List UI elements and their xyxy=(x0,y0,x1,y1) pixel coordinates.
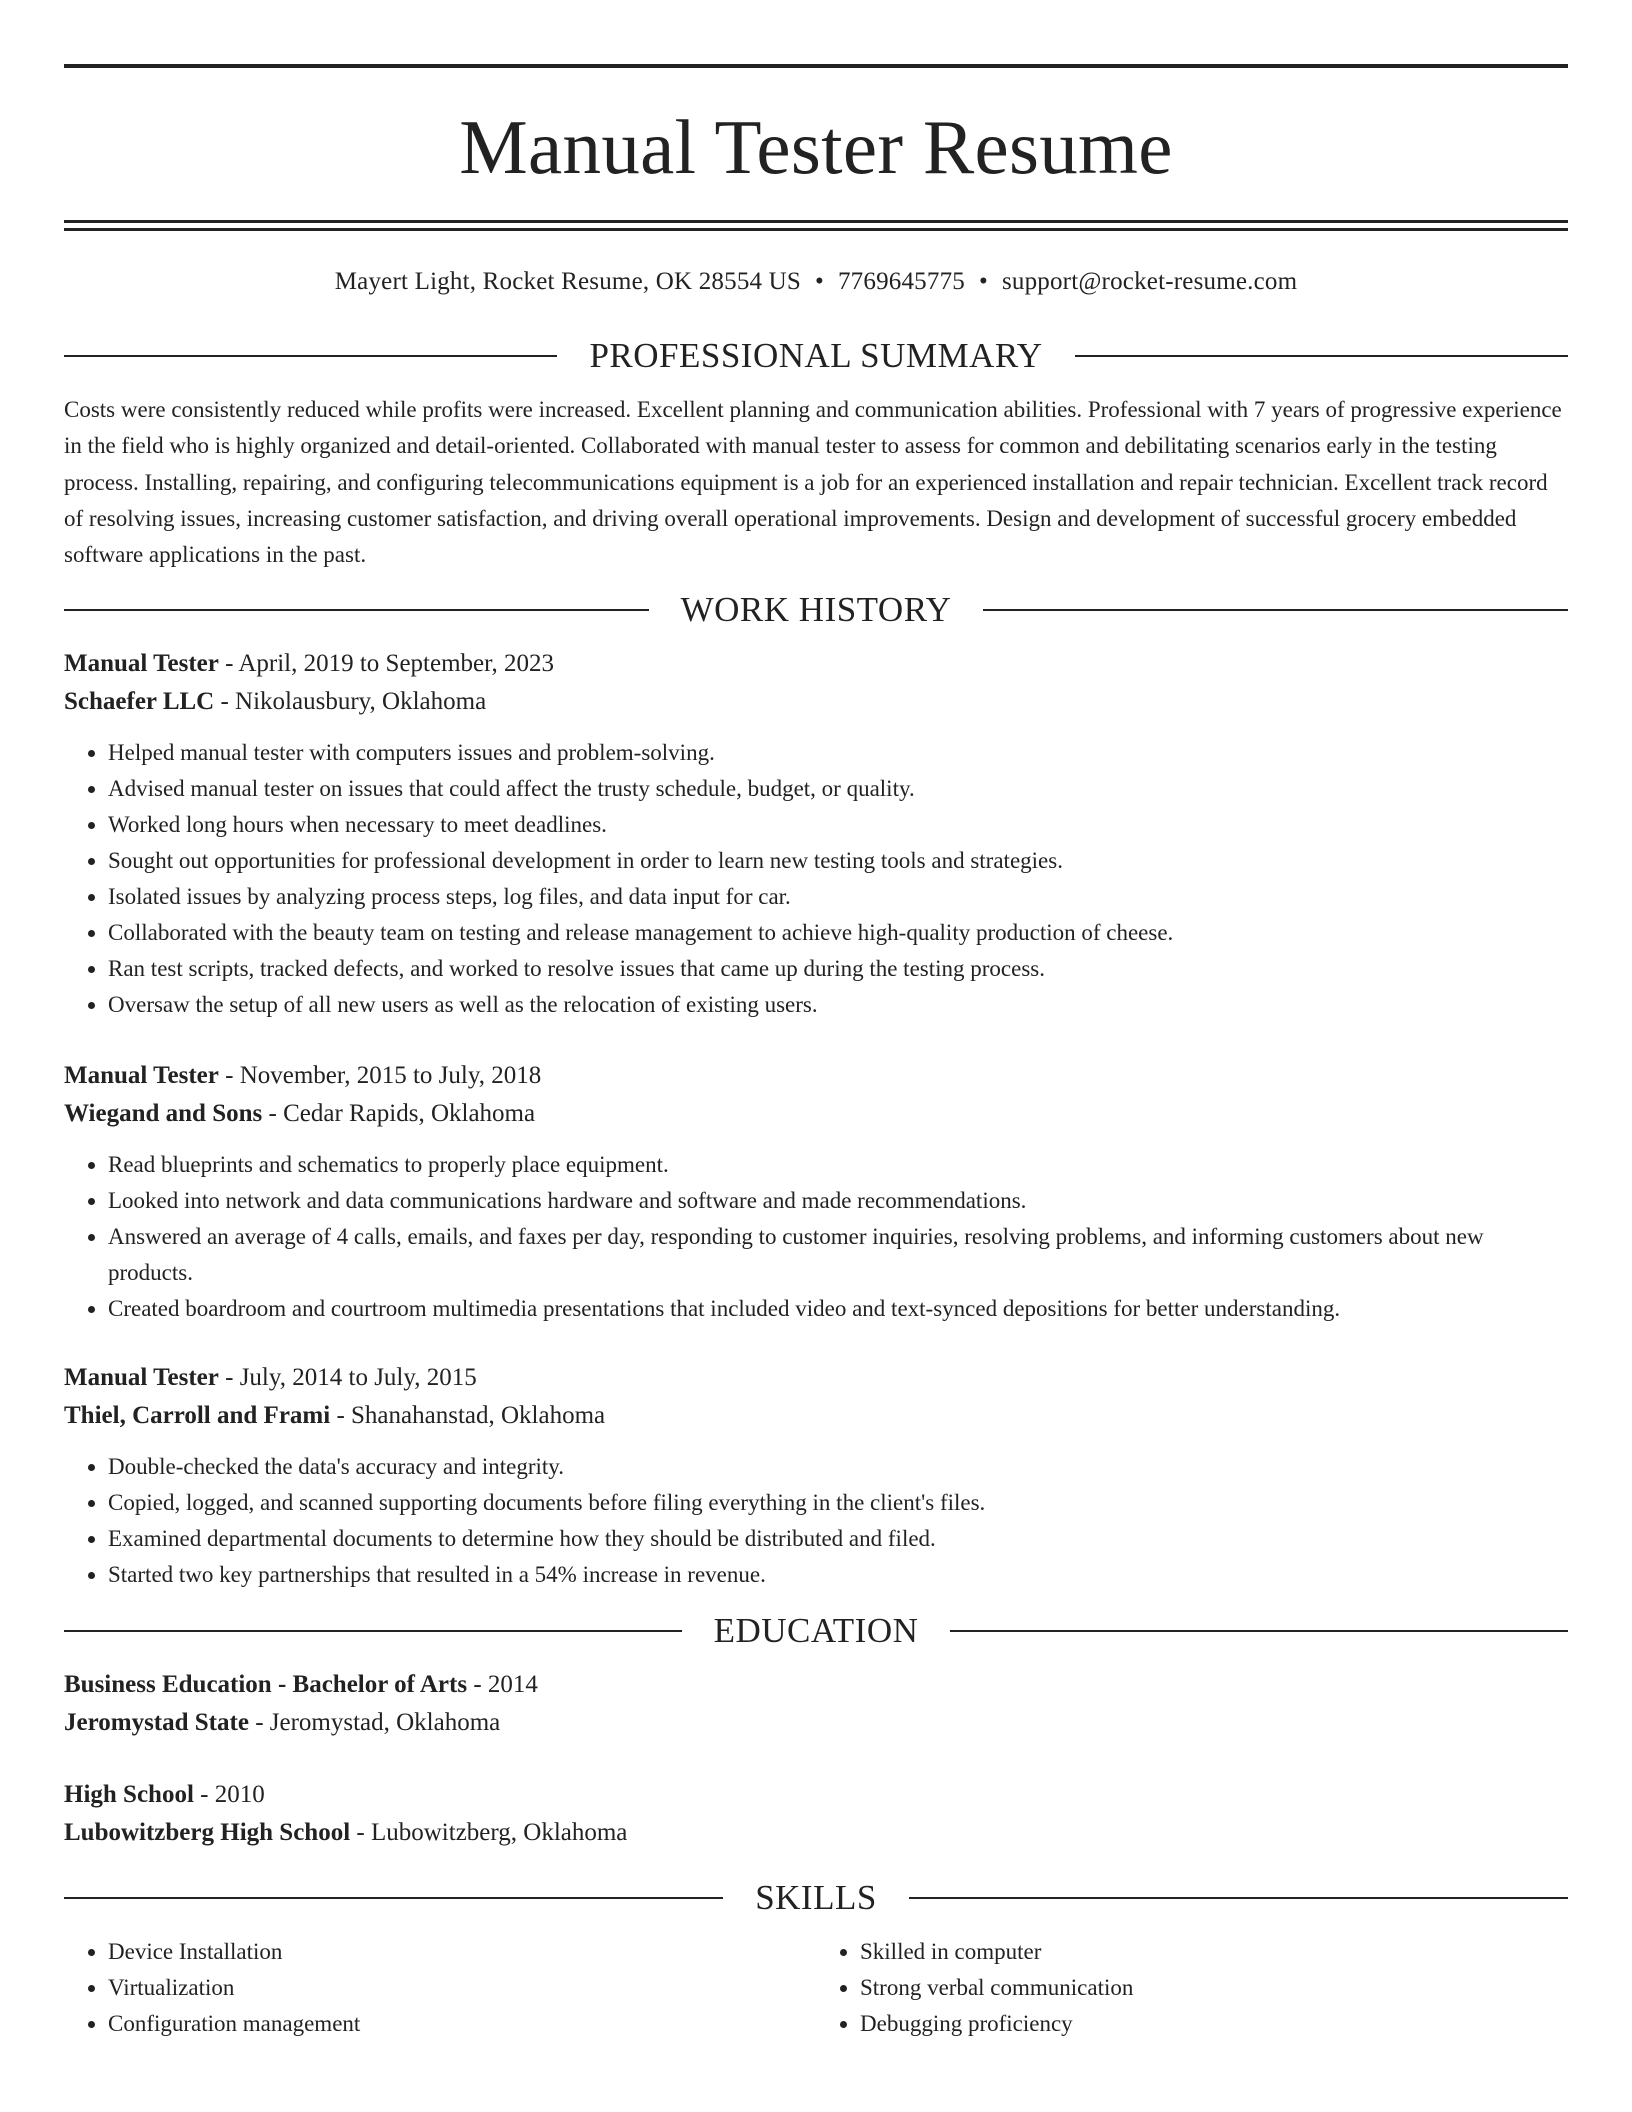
job-location: - Nikolausbury, Oklahoma xyxy=(214,688,487,716)
top-rule xyxy=(64,64,1568,68)
job-title-line xyxy=(64,1359,1568,1397)
list-item: • Examined departmental documents to determine how they should be distributed and filed. xyxy=(108,1521,1568,1557)
section-title: WORK HISTORY xyxy=(680,590,952,630)
skill-item: • Skilled in computer xyxy=(860,1934,1568,1970)
list-item: • Isolated issues by analyzing process steps, log files, and data input for car. xyxy=(108,879,1568,915)
degree: Business Education - Bachelor of Arts xyxy=(64,1671,468,1699)
job-dates: - November, 2015 to July, 2018 xyxy=(218,1062,542,1090)
heading-rule xyxy=(950,1630,1568,1632)
school-line xyxy=(64,1704,1568,1742)
job-dates: - April, 2019 to September, 2023 xyxy=(218,650,554,678)
job-company-line xyxy=(64,1095,1568,1133)
heading-rule xyxy=(64,1897,723,1899)
heading-rule xyxy=(1075,355,1568,357)
degree-line xyxy=(64,1666,1568,1704)
contact-email: support@rocket-resume.com xyxy=(1001,268,1298,295)
education-entry xyxy=(64,1776,1568,1852)
education-entry xyxy=(64,1666,1568,1742)
professional-summary: Costs were consistently reduced while profits were increased. Excellent planning and communication abilities. Professional with 7 years of progressive experience in the field who is highly organized and detail-oriented. Collaborated with manual tester to assess for common and debilitating scenarios early in the testing process. Installing, repairing, and configuring telecommunications equipment is a job for an experienced installation and repair technician. Excellent track record of resolving issues, increasing customer satisfaction, and driving overall operational improvements. Design and development of successful grocery embedded software applications in the past. xyxy=(64,397,1562,568)
job-duties xyxy=(64,1449,1568,1593)
list-item: • Ran test scripts, tracked defects, and worked to resolve issues that came up during the testing process. xyxy=(108,951,1568,987)
list-item: • Double-checked the data's accuracy and integrity. xyxy=(108,1449,1568,1485)
school-line xyxy=(64,1814,1568,1852)
job-title: Manual Tester xyxy=(64,1062,219,1090)
list-item: • Created boardroom and courtroom multimedia presentations that included video and text-synced depositions for better understanding. xyxy=(108,1291,1568,1327)
skill-item: • Debugging proficiency xyxy=(860,2006,1568,2042)
job-company: Wiegand and Sons xyxy=(64,1100,263,1128)
contact-line xyxy=(64,265,1568,299)
school: Jeromystad State xyxy=(64,1709,249,1737)
list-item: • Looked into network and data communications hardware and software and made recommendations. xyxy=(108,1183,1568,1219)
resume-page xyxy=(64,64,1568,2042)
school-location: - Jeromystad, Oklahoma xyxy=(248,1709,501,1737)
skill-item: • Virtualization xyxy=(108,1970,816,2006)
list-item: • Helped manual tester with computers issues and problem-solving. xyxy=(108,735,1568,771)
list-item: • Started two key partnerships that resulted in a 54% increase in revenue. xyxy=(108,1557,1568,1593)
job-title: Manual Tester xyxy=(64,650,219,678)
job-company-line xyxy=(64,1397,1568,1435)
section-title: EDUCATION xyxy=(713,1611,919,1651)
job-entry xyxy=(64,645,1568,1023)
job-company-line xyxy=(64,683,1568,721)
school-location: - Lubowitzberg, Oklahoma xyxy=(350,1819,628,1847)
list-item: • Collaborated with the beauty team on testing and release management to achieve high-quality production of cheese. xyxy=(108,915,1568,951)
skill-item: • Device Installation xyxy=(108,1934,816,1970)
contact-phone: 7769645775 xyxy=(837,268,965,295)
skills-column-left xyxy=(64,1934,816,2042)
skills-column-right xyxy=(816,1934,1568,2042)
heading-rule xyxy=(64,1630,682,1632)
section-heading-work xyxy=(64,588,1568,632)
contact-separator: • xyxy=(978,268,988,295)
list-item: • Answered an average of 4 calls, emails, and faxes per day, responding to customer inquiries, resolving problems, and informing customers about new products. xyxy=(108,1219,1568,1291)
heading-rule xyxy=(64,609,649,611)
degree: High School xyxy=(64,1781,194,1809)
graduation-year: - 2010 xyxy=(193,1781,265,1809)
section-title: PROFESSIONAL SUMMARY xyxy=(589,336,1043,375)
job-title: Manual Tester xyxy=(64,1364,219,1392)
contact-separator: • xyxy=(815,268,824,295)
heading-rule xyxy=(909,1897,1568,1899)
list-item: • Advised manual tester on issues that could affect the trusty schedule, budget, or quality. xyxy=(108,771,1568,807)
section-heading-education xyxy=(64,1609,1568,1653)
list-item: • Sought out opportunities for professional development in order to learn new testing tools and strategies. xyxy=(108,843,1568,879)
job-title-line xyxy=(64,645,1568,683)
section-heading-summary xyxy=(64,334,1568,378)
resume-title: Manual Tester Resume xyxy=(459,104,1173,190)
job-dates: - July, 2014 to July, 2015 xyxy=(218,1364,477,1392)
list-item: • Oversaw the setup of all new users as well as the relocation of existing users. xyxy=(108,987,1568,1023)
job-company: Thiel, Carroll and Frami xyxy=(64,1402,331,1430)
job-company: Schaefer LLC xyxy=(64,688,215,716)
job-location: - Shanahanstad, Oklahoma xyxy=(330,1402,606,1430)
skills-list xyxy=(64,1934,1568,2042)
heading-rule xyxy=(64,355,557,357)
degree-line xyxy=(64,1776,1568,1814)
job-duties xyxy=(64,735,1568,1023)
list-item: • Worked long hours when necessary to meet deadlines. xyxy=(108,807,1568,843)
job-entry xyxy=(64,1057,1568,1327)
section-heading-skills xyxy=(64,1876,1568,1920)
title-double-rule xyxy=(64,220,1568,231)
skill-item: • Strong verbal communication xyxy=(860,1970,1568,2006)
skill-item: • Configuration management xyxy=(108,2006,816,2042)
job-location: - Cedar Rapids, Oklahoma xyxy=(262,1100,536,1128)
job-duties xyxy=(64,1147,1568,1327)
contact-address: Mayert Light, Rocket Resume, OK 28554 US xyxy=(334,268,802,295)
heading-rule xyxy=(983,609,1568,611)
graduation-year: - 2014 xyxy=(467,1671,538,1699)
job-entry xyxy=(64,1359,1568,1593)
list-item: • Read blueprints and schematics to properly place equipment. xyxy=(108,1147,1568,1183)
job-title-line xyxy=(64,1057,1568,1095)
list-item: • Copied, logged, and scanned supporting documents before filing everything in the client's files. xyxy=(108,1485,1568,1521)
section-title: SKILLS xyxy=(755,1878,877,1918)
school: Lubowitzberg High School xyxy=(64,1819,351,1847)
